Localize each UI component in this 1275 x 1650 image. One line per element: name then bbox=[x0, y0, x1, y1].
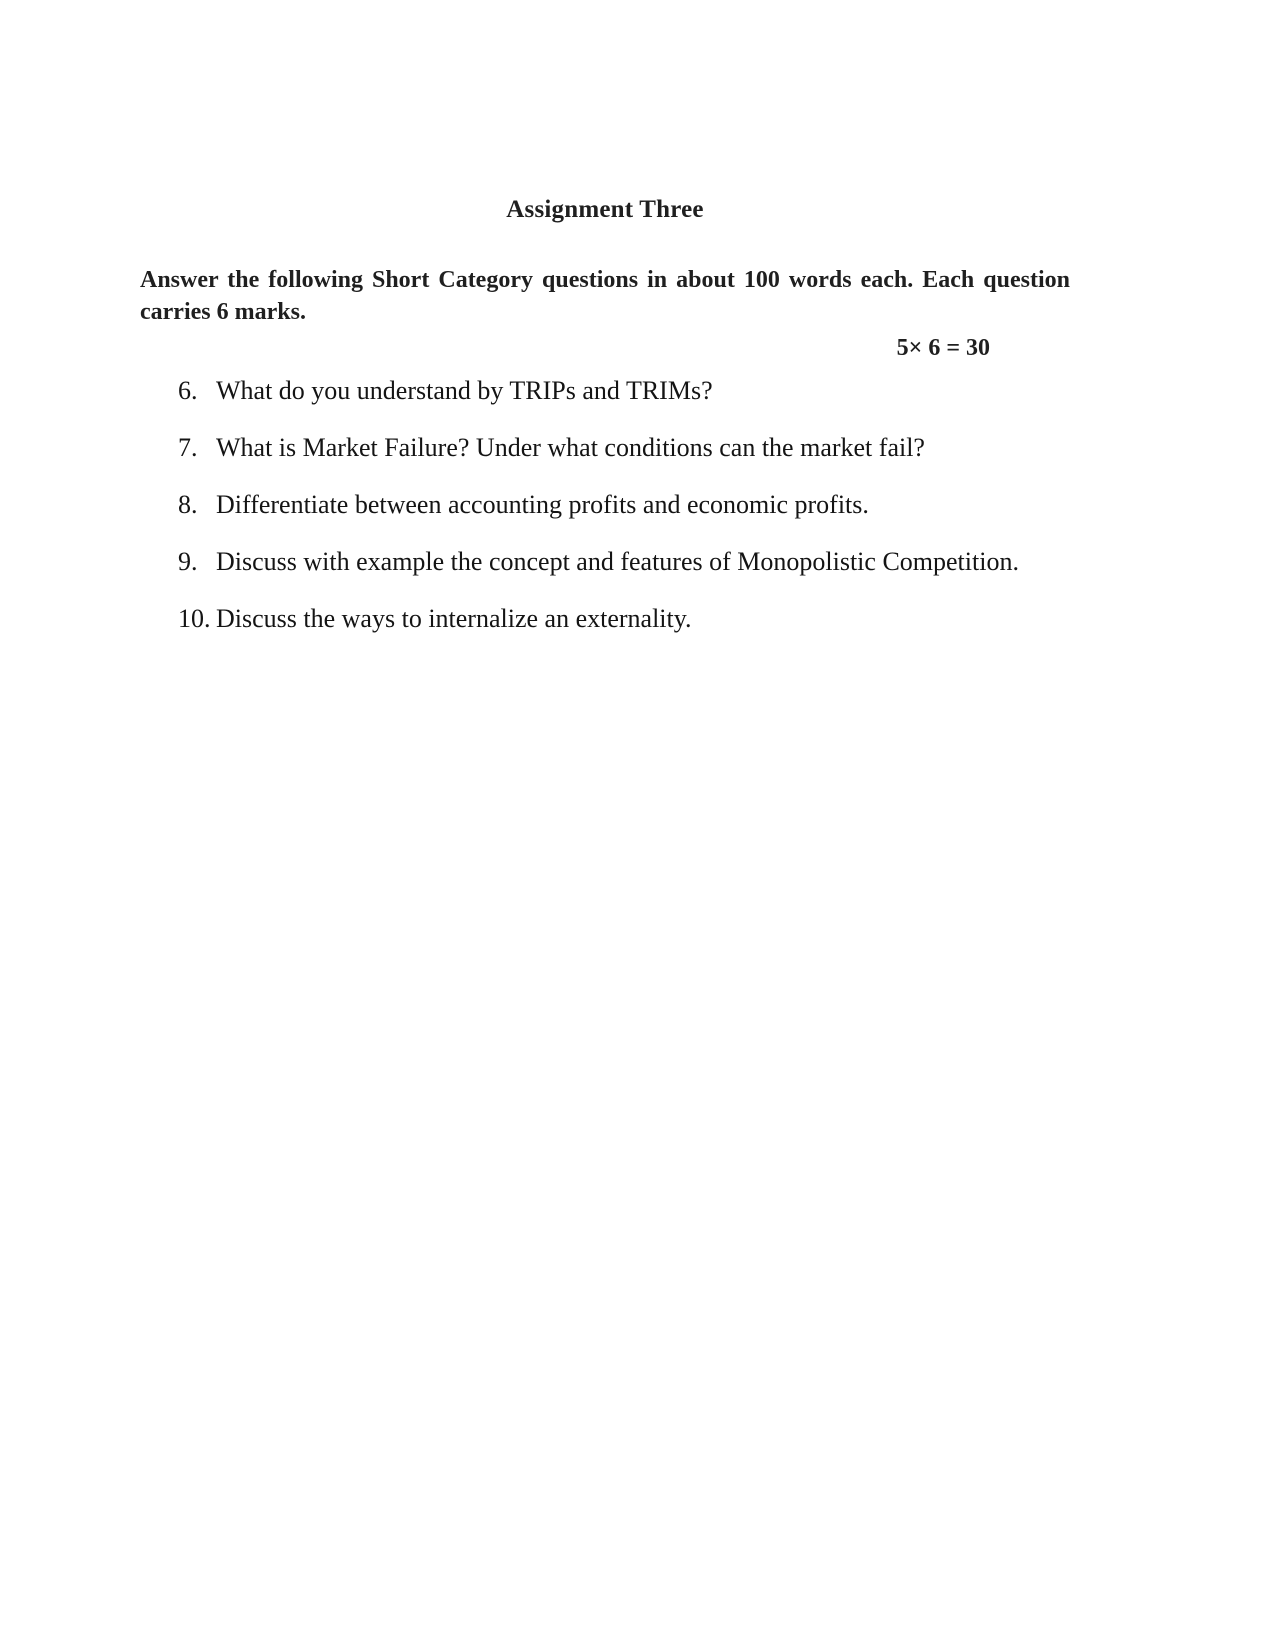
instructions-paragraph: Answer the following Short Category questions in about 100 words each. Each question carries 6 marks. bbox=[140, 267, 1070, 326]
assignment-title: Assignment Three bbox=[506, 196, 704, 223]
question-text: Discuss the ways to internalize an externality. bbox=[216, 603, 692, 633]
marks-formula: 5× 6 = 30 bbox=[896, 334, 990, 361]
question-item bbox=[178, 376, 1070, 406]
question-text: Differentiate between accounting profits and economic profits. bbox=[216, 489, 869, 519]
question-item bbox=[178, 490, 1070, 520]
question-number: 8. bbox=[178, 489, 198, 519]
question-text: What is Market Failure? Under what conditions can the market fail? bbox=[216, 432, 925, 462]
question-number: 7. bbox=[178, 432, 198, 462]
question-item bbox=[178, 604, 1070, 634]
question-text: Discuss with example the concept and features of Monopolistic Competition. bbox=[216, 546, 1019, 576]
question-item bbox=[178, 433, 1070, 463]
question-number: 6. bbox=[178, 375, 198, 405]
question-number: 10. bbox=[178, 603, 211, 633]
question-item bbox=[178, 547, 1070, 577]
question-text: What do you understand by TRIPs and TRIMs? bbox=[216, 375, 713, 405]
question-number: 9. bbox=[178, 546, 198, 576]
question-list bbox=[178, 376, 1070, 634]
